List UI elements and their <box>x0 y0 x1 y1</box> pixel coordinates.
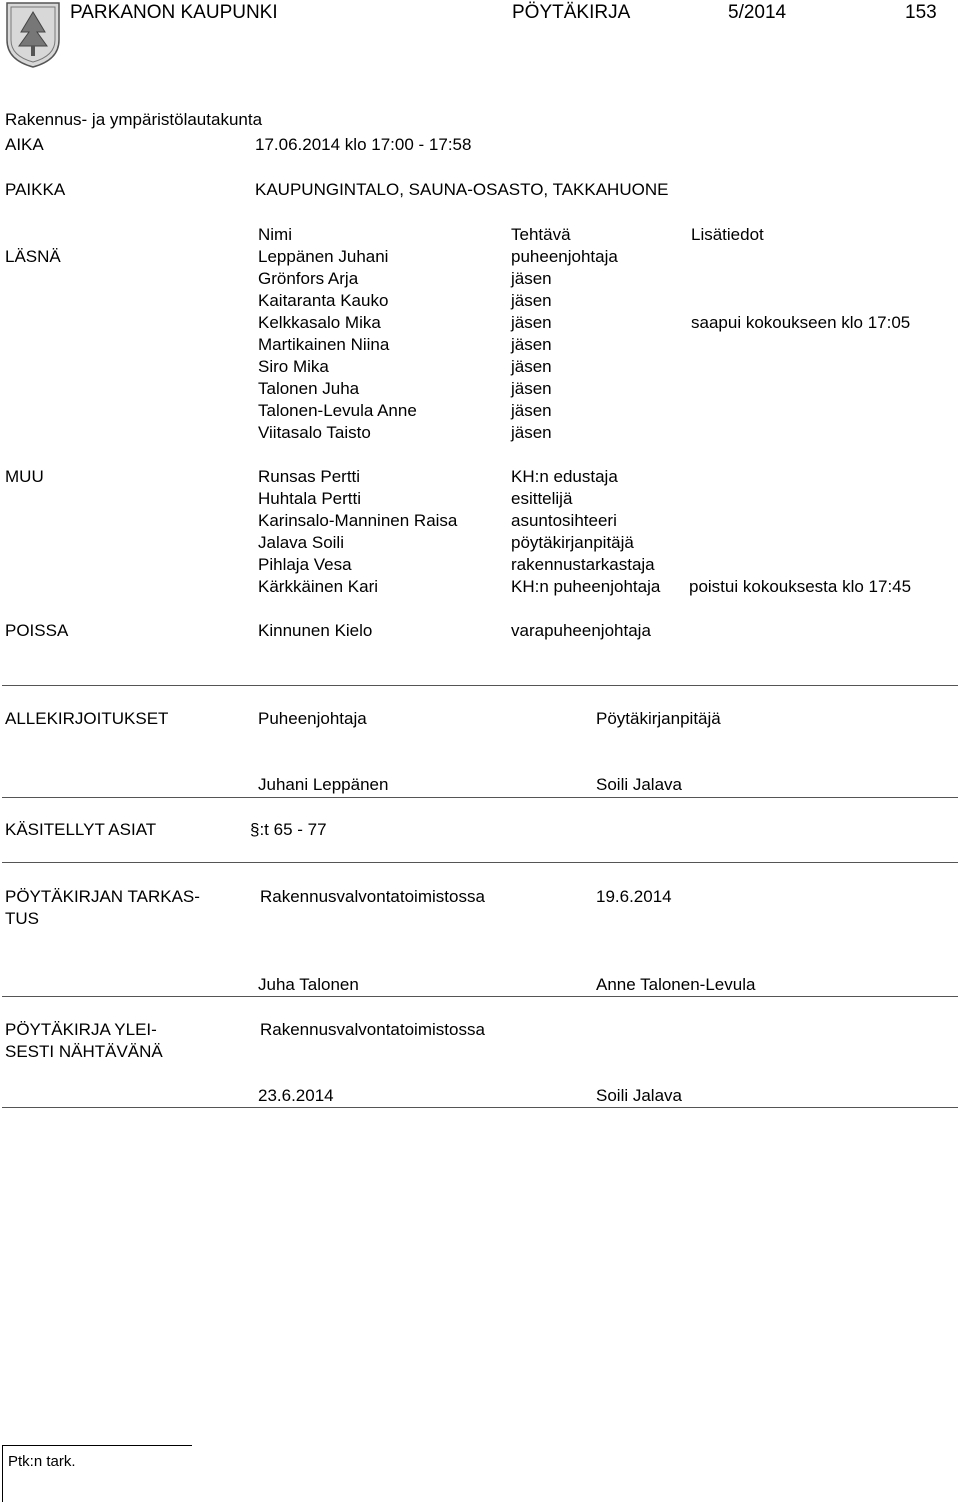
public-display-place: Rakennusvalvontatoimistossa <box>260 1020 485 1039</box>
issue-number: 5/2014 <box>728 2 787 23</box>
attendee-name: Siro Mika <box>258 357 329 376</box>
paikka-label: PAIKKA <box>5 180 66 199</box>
attendee-name: Talonen-Levula Anne <box>258 401 417 420</box>
other-attendee-role: KH:n puheenjohtaja <box>511 577 661 596</box>
other-attendee-role: esittelijä <box>511 489 573 508</box>
paikka-value: KAUPUNGINTALO, SAUNA-OSASTO, TAKKAHUONE <box>255 180 669 199</box>
attendee-name: Martikainen Niina <box>258 335 390 354</box>
other-attendee-role: pöytäkirjanpitäjä <box>511 533 634 552</box>
attendee-role: jäsen <box>511 313 552 332</box>
items-handled-label: KÄSITELLYT ASIAT <box>5 820 157 839</box>
other-attendee-name: Kärkkäinen Kari <box>258 577 379 596</box>
board-name: Rakennus- ja ympäristölautakunta <box>5 110 263 129</box>
section-divider <box>2 1107 958 1108</box>
lasna-label: LÄSNÄ <box>5 247 61 266</box>
section-divider <box>2 996 958 997</box>
poissa-label: POISSA <box>5 621 69 640</box>
absent-role: varapuheenjohtaja <box>511 621 651 640</box>
attendee-role: puheenjohtaja <box>511 247 618 266</box>
attendee-name: Viitasalo Taisto <box>258 423 371 442</box>
attendee-name: Kaitaranta Kauko <box>258 291 389 310</box>
inspection-place: Rakennusvalvontatoimistossa <box>260 887 485 906</box>
other-attendee-name: Runsas Pertti <box>258 467 361 486</box>
absent-name: Kinnunen Kielo <box>258 621 373 640</box>
other-attendee-name: Jalava Soili <box>258 533 344 552</box>
public-display-label-line2: SESTI NÄHTÄVÄNÄ <box>5 1042 163 1061</box>
city-name: PARKANON KAUPUNKI <box>70 2 278 23</box>
inspector-name: Juha Talonen <box>258 975 359 994</box>
aika-label: AIKA <box>5 135 44 154</box>
page-number: 153 <box>905 2 937 23</box>
section-divider <box>2 797 958 798</box>
inspector-name: Anne Talonen-Levula <box>596 975 756 994</box>
other-attendee-name: Pihlaja Vesa <box>258 555 352 574</box>
items-handled-value: §:t 65 - 77 <box>250 820 327 839</box>
public-display-label-line1: PÖYTÄKIRJA YLEI- <box>5 1020 157 1039</box>
column-header-info: Lisätiedot <box>691 225 764 244</box>
attendee-info: saapui kokoukseen klo 17:05 <box>691 313 911 332</box>
attendee-role: jäsen <box>511 269 552 288</box>
inspection-date: 19.6.2014 <box>596 887 672 906</box>
inspector-initials-label: Ptk:n tark. <box>8 1453 76 1470</box>
column-header-role: Tehtävä <box>511 225 571 244</box>
chair-title: Puheenjohtaja <box>258 709 367 728</box>
muu-label: MUU <box>5 467 44 486</box>
public-display-date: 23.6.2014 <box>258 1086 334 1105</box>
attendee-role: jäsen <box>511 401 552 420</box>
inspection-label-line1: PÖYTÄKIRJAN TARKAS- <box>5 887 200 906</box>
other-attendee-name: Karinsalo-Manninen Raisa <box>258 511 458 530</box>
attendee-role: jäsen <box>511 291 552 310</box>
secretary-name: Soili Jalava <box>596 775 682 794</box>
city-coat-of-arms-logo <box>3 0 63 70</box>
secretary-title: Pöytäkirjanpitäjä <box>596 709 721 728</box>
attendee-role: jäsen <box>511 379 552 398</box>
column-header-name: Nimi <box>258 225 292 244</box>
attendee-name: Talonen Juha <box>258 379 360 398</box>
attendee-name: Grönfors Arja <box>258 269 359 288</box>
attendee-role: jäsen <box>511 357 552 376</box>
section-divider <box>2 862 958 863</box>
inspection-label-line2: TUS <box>5 909 39 928</box>
other-attendee-role: rakennustarkastaja <box>511 555 655 574</box>
attendee-role: jäsen <box>511 335 552 354</box>
section-divider <box>2 685 958 686</box>
document-type: PÖYTÄKIRJA <box>512 2 631 23</box>
other-attendee-info: poistui kokouksesta klo 17:45 <box>689 577 912 596</box>
other-attendee-role: KH:n edustaja <box>511 467 618 486</box>
aika-value: 17.06.2014 klo 17:00 - 17:58 <box>255 135 472 154</box>
chair-name: Juhani Leppänen <box>258 775 389 794</box>
public-display-signer: Soili Jalava <box>596 1086 682 1105</box>
other-attendee-name: Huhtala Pertti <box>258 489 361 508</box>
attendee-name: Kelkkasalo Mika <box>258 313 381 332</box>
attendee-name: Leppänen Juhani <box>258 247 389 266</box>
attendee-role: jäsen <box>511 423 552 442</box>
other-attendee-role: asuntosihteeri <box>511 511 617 530</box>
signatures-label: ALLEKIRJOITUKSET <box>5 709 169 728</box>
